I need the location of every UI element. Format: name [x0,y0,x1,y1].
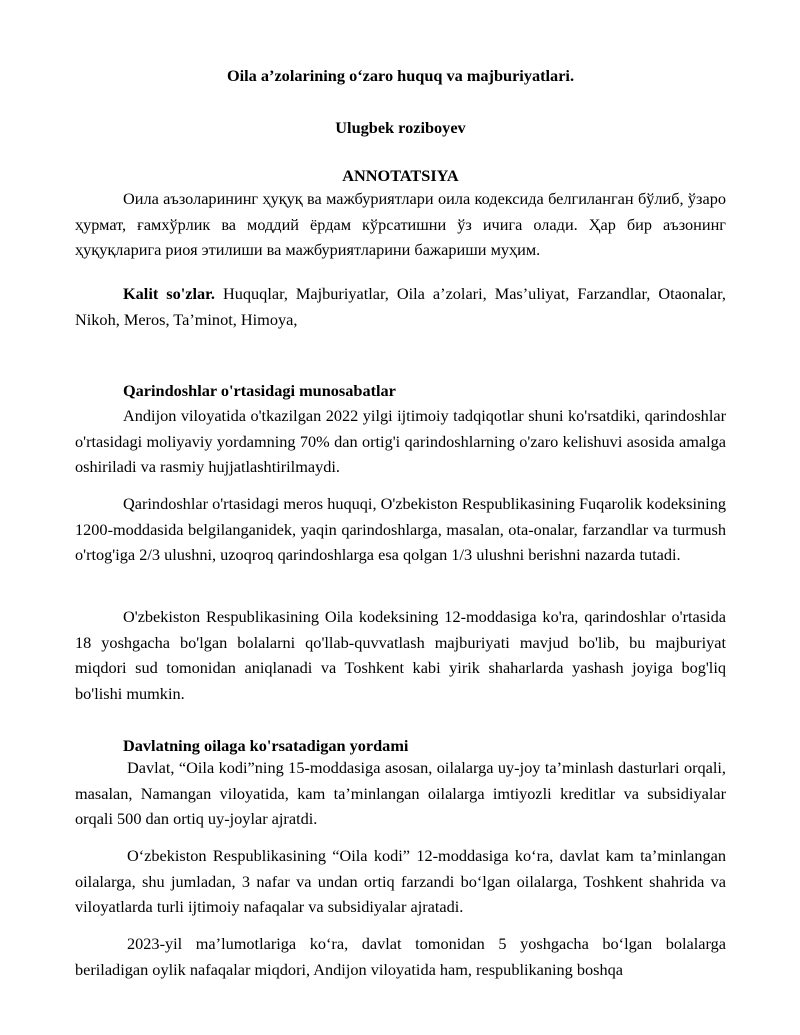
annotation-paragraph: Оила аъзоларининг ҳуқуқ ва мажбуриятлари оила кодексида белгиланган бўлиб, ўзаро ҳурмат, ғамхўрлик ва моддий ёрдам кўрсатишни ўз ичига олади. Ҳар бир аъзонинг ҳуқуқларига риоя этилиши ва мажбуриятларини бажариши муҳим. [75,189,726,259]
section1-paragraph-2: Qarindoshlar o'rtasidagi meros huquqi, O'zbekiston Respublikasining Fuqarolik kodeksining 1200-moddasida belgilanganidek, yaqin qarindoshlarga, masalan, ota-onalar, farzandlar va turmush o'rtog'iga 2/3 ulushni, uzoqroq qarindoshlarga esa qolgan 1/3 ulushni berishni nazarda tutadi. [75,494,726,564]
keywords-label: Kalit so'zlar. [123,284,215,303]
section2-paragraph-3: 2023-yil ma’lumotlariga ko‘ra, davlat tomonidan 5 yoshgacha bo‘lgan bolalarga beriladigan oylik nafaqalar miqdori, Andijon viloyatida ham, respublikaning boshqa [75,934,726,979]
section-heading-state-support: Davlatning oilaga ko'rsatadigan yordami [123,736,409,755]
section1-paragraph-1: Andijon viloyatida o'tkazilgan 2022 yilgi ijtimoiy tadqiqotlar shuni ko'rsatdiki, qarindoshlar o'rtasidagi moliyaviy yordamning 70% dan ortig'i qarindoshlarning o'zaro kelishuvi asosida amalga oshiriladi va rasmiy hujjatlashtirilmaydi. [75,406,726,476]
section1-paragraph-3: O'zbekiston Respublikasining Oila kodeksining 12-moddasiga ko'ra, qarindoshlar o'rtasida 18 yoshgacha bo'lgan bolalarni qo'llab-quvvatlash majburiyati mavjud bo'lib, bu majburiyat miqdori sud tomonidan aniqlanadi va Toshkent kabi yirik shaharlarda yashash joyiga bog'liq bo'lishi mumkin. [75,607,726,703]
section2-paragraph-1: Davlat, “Oila kodi”ning 15-moddasiga asosan, oilalarga uy-joy ta’minlash dasturlari orqali, masalan, Namangan viloyatida, kam ta’minlangan oilalarga imtiyozli kreditlar va subsidiyalar orqali 500 dan ortiq uy-joylar ajratdi. [75,758,726,828]
document-title: Oila a’zolarining o‘zaro huquq va majburiyatlari. [226,66,575,85]
keywords-paragraph [75,281,726,332]
section2-paragraph-2: O‘zbekiston Respublikasining “Oila kodi” 12-moddasiga ko‘ra, davlat kam ta’minlangan oilalarga, shu jumladan, 3 nafar va undan ortiq farzandi bo‘lgan oilalarga, Toshkent shahrida va viloyatlarda turli ijtimoiy nafaqalar va subsidiyalar ajratadi. [75,846,726,916]
keywords-text: Huquqlar, Majburiyatlar, Oila a’zolari, Mas’uliyat, Farzandlar, Otaonalar, Nikoh, Meros, Ta’minot, Himoya, [75,284,726,329]
section-heading-relatives: Qarindoshlar o'rtasidagi munosabatlar [123,381,396,400]
annotation-heading: ANNOTATSIYA [342,166,459,185]
author-name: Ulugbek roziboyev [335,118,466,137]
